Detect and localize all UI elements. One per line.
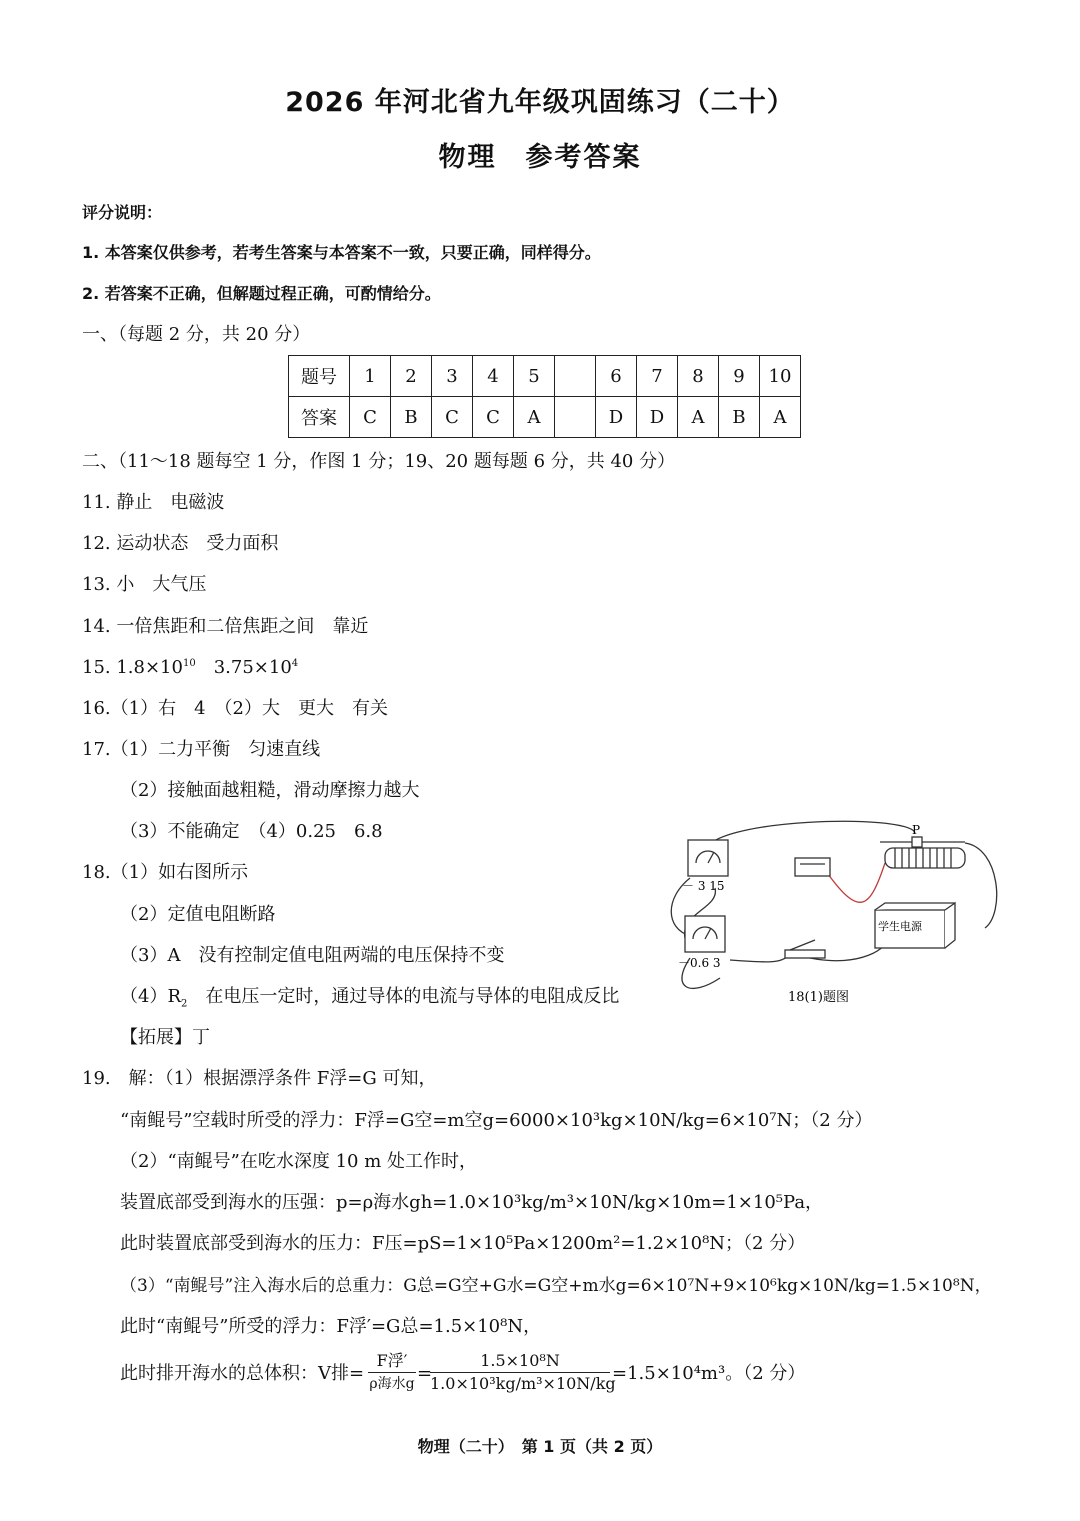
row-label-number: 题号 <box>289 356 350 397</box>
answer-q17-3: （3）不能确定 （4）0.25 6.8 <box>120 821 383 842</box>
section1-heading: 一、（每题 2 分，共 20 分） <box>82 324 311 345</box>
ammeter-icon <box>685 916 725 952</box>
blank-cell <box>555 397 596 438</box>
switch-icon <box>785 940 825 958</box>
answer-q15 <box>82 657 298 679</box>
fraction-1-denominator: ρ海水g <box>369 1376 415 1392</box>
q19-line-7: 此时“南鲲号”所受的浮力：F浮′=G总=1.5×10⁸N， <box>120 1316 542 1337</box>
q15-exponent2: 4 <box>291 658 299 669</box>
q19-line-4: 装置底部受到海水的压强：p=ρ海水gh=1.0×10³kg/m³×10N/kg×10m=1×10⁵Pa， <box>120 1192 824 1213</box>
red-wire <box>828 863 885 902</box>
fraction-1 <box>368 1350 416 1395</box>
slider-label: P <box>912 823 921 837</box>
q18-4-text-b: 在电压一定时，通过导体的电流与导体的电阻成反比 <box>187 986 620 1007</box>
fraction-1-numerator: F浮′ <box>376 1351 408 1370</box>
extension-answer: 【拓展】丁 <box>120 1027 210 1048</box>
answer-q18-2: （2）定值电阻断路 <box>120 904 276 925</box>
question-number: 9 <box>719 356 760 397</box>
q19-line-2: “南鲲号”空载时所受的浮力：F浮=G空=m空g=6000×10³kg×10N/kg=6×10⁷N；（2 分） <box>120 1110 873 1131</box>
answer-q18-1: 18.（1）如右图所示 <box>82 862 249 883</box>
answer-cell: A <box>678 397 719 438</box>
q18-4-subscript: 2 <box>181 998 188 1010</box>
answer-q18-3: （3）A 没有控制定值电阻两端的电压保持不变 <box>120 945 505 966</box>
q19-line-8-result: =1.5×10⁴m³。（2 分） <box>612 1363 806 1384</box>
answer-cell: D <box>596 397 637 438</box>
voltmeter-icon <box>688 840 728 876</box>
wire <box>965 843 997 928</box>
answer-cell: C <box>350 397 391 438</box>
question-number: 10 <box>760 356 801 397</box>
question-number: 8 <box>678 356 719 397</box>
answer-cell: D <box>637 397 678 438</box>
question-number: 2 <box>391 356 432 397</box>
answer-q17-1: 17.（1）二力平衡 匀速直线 <box>82 739 321 760</box>
ammeter-scale: －0.6 3 <box>678 956 721 970</box>
resistor-icon <box>795 858 830 876</box>
figure-caption: 18(1)题图 <box>788 990 849 1005</box>
answer-q16: 16.（1）右 4 （2）大 更大 有关 <box>82 698 388 719</box>
circuit-figure <box>660 818 1005 1018</box>
rheostat-icon <box>880 837 965 868</box>
q18-4-text-a: （4）R <box>120 986 182 1007</box>
grading-heading: 评分说明： <box>82 203 163 222</box>
answer-cell: B <box>391 397 432 438</box>
answer-q11: 11. 静止 电磁波 <box>82 492 225 513</box>
exam-title: 2026 年河北省九年级巩固练习（二十） <box>285 87 795 118</box>
power-supply-label: 学生电源 <box>878 920 922 933</box>
grading-rule-2: 2. 若答案不正确，但解题过程正确，可酌情给分。 <box>82 284 441 303</box>
q19-line-8-prefix: 此时排开海水的总体积：V排= <box>120 1363 365 1384</box>
fraction-2-denominator: 1.0×10³kg/m³×10N/kg <box>430 1374 616 1393</box>
blank-cell <box>555 356 596 397</box>
answer-q14: 14. 一倍焦距和二倍焦距之间 靠近 <box>82 616 369 637</box>
answer-cell: A <box>760 397 801 438</box>
voltmeter-scale: － 3 15 <box>682 879 725 893</box>
answer-cell: A <box>514 397 555 438</box>
answer-cell: C <box>432 397 473 438</box>
q15-exponent1: 10 <box>182 658 196 669</box>
answer-q17-2: （2）接触面越粗糙，滑动摩擦力越大 <box>120 780 420 801</box>
question-number: 6 <box>596 356 637 397</box>
answer-cell: B <box>719 397 760 438</box>
q15-base1: 15. 1.8×10 <box>82 657 183 678</box>
q19-line-3: （2）“南鲲号”在吃水深度 10 m 处工作时， <box>120 1151 477 1172</box>
fraction-2 <box>430 1350 616 1395</box>
section2-heading: 二、（11～18 题每空 1 分，作图 1 分；19、20 题每题 6 分，共 40 分） <box>82 451 676 472</box>
fraction-2-numerator: 1.5×10⁸N <box>480 1351 560 1370</box>
question-number: 5 <box>514 356 555 397</box>
answer-table <box>288 355 801 438</box>
answer-q12: 12. 运动状态 受力面积 <box>82 533 279 554</box>
question-number: 7 <box>637 356 678 397</box>
q15-base2: 3.75×10 <box>195 657 292 678</box>
table-row <box>289 356 801 397</box>
q19-line-5: 此时装置底部受到海水的压力：F压=pS=1×10⁵Pa×1200m²=1.2×10⁸N；（2 分） <box>120 1233 806 1254</box>
row-label-answer: 答案 <box>289 397 350 438</box>
answer-cell: C <box>473 397 514 438</box>
answer-q13: 13. 小 大气压 <box>82 574 207 595</box>
question-number: 4 <box>473 356 514 397</box>
wire <box>705 821 915 853</box>
exam-subtitle: 物理 参考答案 <box>438 142 642 173</box>
q19-line-6: （3）“南鲲号”注入海水后的总重力：G总=G空+G水=G空+m水g=6×10⁷N+9×10⁶kg×10N/kg=1.5×10⁸N， <box>120 1276 992 1296</box>
equals-sign: = <box>417 1363 433 1384</box>
q19-line-1: 19. 解：（1）根据漂浮条件 F浮=G 可知， <box>82 1068 437 1089</box>
question-number: 1 <box>350 356 391 397</box>
grading-rule-1: 1. 本答案仅供参考，若考生答案与本答案不一致，只要正确，同样得分。 <box>82 243 601 262</box>
answer-q18-4 <box>120 986 619 1008</box>
page-footer: 物理（二十） 第 1 页（共 2 页） <box>417 1437 663 1456</box>
table-row <box>289 397 801 438</box>
wire <box>730 956 788 962</box>
question-number: 3 <box>432 356 473 397</box>
